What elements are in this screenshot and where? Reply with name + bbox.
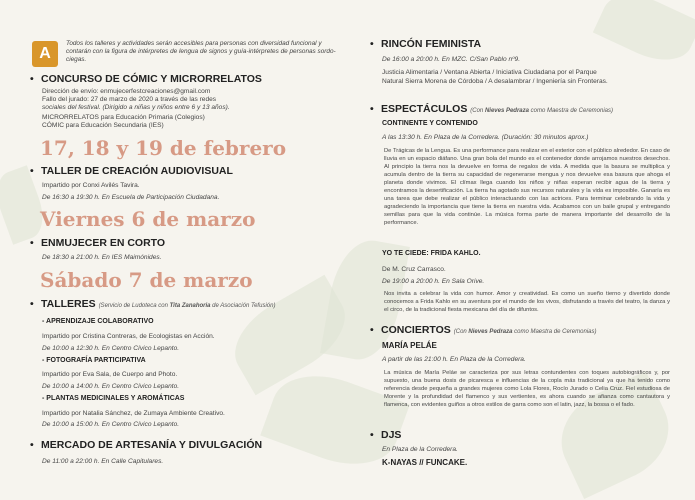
rincon-line: De 16:00 a 20:00 h. En MZC. C/San Pablo nº9.: [382, 56, 521, 63]
date-heading: Sábado 7 de marzo: [40, 268, 253, 292]
frida-description: Nos invita a celebrar la vida con humor. Amor y creatividad. Es como un sueño tierno y divertido donde conocemos a Frida Kahlo en su aventura por el mundo de los vivos, disfrutando a través del teatro, la danza y el circo, de la tradicional fiesta mexicana del día de difuntos.: [384, 291, 670, 313]
show-description: De Trágicas de la Lengua. Es una performance para realizar en el exterior con el público alrededor. En caso de lluvia en un espacio diáfano. Una gran bola del mundo es el contenedor donde arrojamos nuestros desechos. Al principio la tierra nos la devuelve en forma de regalos de vida. A medida que la basura se multiplica y acumula dentro de la tierra su capacidad de regenerarse mengua y nos devuelve esa basura que ahoga el planeta donde vivimos. El clímax llega cuando los niños y niñas esperan recibir agua de la tierra y encontramos la desertificación. La tierra ha agotado sus recursos naturales y la vida es imposible. Ganaría es una tarea que debe realizar el público interactuando con las actrices. Para terminar celebrando la vida y agradeciendo la importancia que tiene la tierra en nuestra vida. Acabamos con un baile grupal y entregando semillas para que la vida continúe. La música forma parte de manera importante del desarrollo de la performance.: [384, 148, 670, 226]
workshop-line: De 10:00 a 12:30 h. En Centro Cívico Lepanto.: [42, 345, 180, 352]
frida-by: De M. Cruz Carrasco.: [382, 266, 446, 273]
workshop-line: Impartido por Natalia Sánchez, de Zumaya Ambiente Creativo.: [42, 410, 225, 417]
accessibility-icon: A: [32, 41, 58, 67]
workshop-line: De 10:00 a 15:00 h. En Centro Cívico Lepanto.: [42, 421, 180, 428]
accessibility-text: Todos los talleres y actividades serán accesibles para personas con diversidad funcional y contarán con la figura de intérpretes de lengua de signos y guía-intérpretes de personas sordo-ciegas.: [66, 40, 336, 63]
date-heading: Viernes 6 de marzo: [40, 207, 256, 231]
workshop-line: Impartido por Eva Sala, de Cuerpo and Photo.: [42, 371, 178, 378]
enmujecer-title: ENMUJECER EN CORTO: [41, 237, 166, 249]
section-enmujecer: • ENMUJECER EN CORTO: [30, 237, 166, 249]
rincon-line: Natural Sierra Morena de Córdoba / A desalambrar / Ingeniería sin Fronteras.: [382, 78, 608, 85]
rincon-line: Justicia Alimentaria / Ventana Abierta / Iniciativa Ciudadana por el Parque: [382, 69, 597, 76]
section-comic: • CONCURSO DE CÓMIC Y MICRORRELATOS: [30, 73, 262, 85]
comic-title: CONCURSO DE CÓMIC Y MICRORRELATOS: [41, 73, 262, 85]
djs-line: En Plaza de la Corredera.: [382, 446, 458, 453]
enmujecer-line: De 18:30 a 21:00 h. En IES Maimónides.: [42, 254, 162, 261]
section-mercado: • MERCADO DE ARTESANÍA Y DIVULGACIÓN: [30, 439, 263, 451]
accessibility-note: [30, 40, 348, 70]
mercado-title: MERCADO DE ARTESANÍA Y DIVULGACIÓN: [41, 439, 263, 451]
taller-line: De 16:30 a 19:30 h. En Escuela de Participación Ciudadana.: [42, 194, 220, 201]
comic-line: CÓMIC para Educación Secundaria (IES): [42, 122, 164, 129]
workshop-title: - PLANTAS MEDICINALES Y AROMÁTICAS: [42, 395, 185, 402]
leaf-decoration: [0, 165, 51, 244]
show-time: A las 13:30 h. En Plaza de la Corredera. (Duración: 30 minutos aprox.): [382, 134, 589, 141]
section-talleres: • TALLERES (Servicio de Ludoteca con Tita Zanahoria de Asociación Tefusión): [30, 298, 276, 310]
workshop-line: Impartido por Cristina Contreras, de Ecologistas en Acción.: [42, 333, 215, 340]
rincon-title: RINCÓN FEMINISTA: [381, 38, 482, 50]
taller-title: TALLER DE CREACIÓN AUDIOVISUAL: [41, 165, 233, 177]
frida-time: De 19:00 a 20:00 h. En Sala Orive.: [382, 278, 485, 285]
leaf-decoration: [593, 0, 695, 72]
section-djs: • DJS: [370, 429, 402, 441]
artist-name: MARÍA PELÁE: [382, 341, 437, 350]
comic-line: sociales del festival. (Dirigido a niñas y niños entre 6 y 13 años).: [42, 104, 230, 111]
concert-description: La música de María Peláe se caracteriza por sus letras contundentes con toques autobiográficos y, por supuesto, una buena dosis de picaresca e influencias de la copla más tradicional ya que ha tenido como referencia desde pequeña a grandes mujeres como Lola Flores, Rocío Jurado o Celia Cruz. Fiel estudiosa de Morente y la profundidad del flamenco y sus vertientes, es ahora cuando se afianza como cantautora y flamenca, con evidentes guiños a otros estilos de garra como son el latin, jazz, la bossa o el fado.: [384, 370, 670, 408]
taller-line: Impartido por Conxi Avilés Tavira.: [42, 182, 140, 189]
date-heading: 17, 18 y 19 de febrero: [40, 136, 287, 160]
mercado-line: De 11:00 a 22:00 h. En Calle Capitulares.: [42, 458, 164, 465]
comic-line: Fallo del jurado: 27 de marzo de 2020 a través de las redes: [42, 96, 217, 103]
section-taller: • TALLER DE CREACIÓN AUDIOVISUAL: [30, 165, 233, 177]
section-conciertos: • CONCIERTOS (Con Nieves Pedraza como Maestra de Ceremonias): [370, 324, 597, 336]
espectaculos-title: ESPECTÁCULOS: [381, 103, 468, 115]
comic-line: Dirección de envío: enmujecerfestcreaciones@gmail.com: [42, 88, 211, 95]
conciertos-title: CONCIERTOS: [381, 324, 451, 336]
espectaculos-note: (Con Nieves Pedraza como Maestra de Ceremonias): [470, 108, 614, 114]
comic-line: MICRORRELATOS para Educación Primaria (Colegios): [42, 114, 205, 121]
frida-title: YO TE CIEDE: FRIDA KAHLO.: [382, 250, 481, 257]
talleres-title: TALLERES: [41, 298, 96, 310]
talleres-note: (Servicio de Ludoteca con Tita Zanahoria de Asociación Tefusión): [98, 303, 276, 309]
djs-names: K-NAYAS // FUNCAKE.: [382, 458, 468, 467]
workshop-title: - FOTOGRAFÍA PARTICIPATIVA: [42, 357, 146, 364]
workshop-line: De 10:00 a 14:00 h. En Centro Cívico Lepanto.: [42, 383, 180, 390]
djs-title: DJS: [381, 429, 402, 441]
conciertos-note: (Con Nieves Pedraza como Maestra de Ceremonias): [453, 329, 597, 335]
section-rincon: • RINCÓN FEMINISTA: [370, 38, 482, 50]
concert-time: A partir de las 21:00 h. En Plaza de la Corredera.: [382, 356, 526, 363]
workshop-title: - APRENDIZAJE COLABORATIVO: [42, 318, 154, 325]
section-espectaculos: • ESPECTÁCULOS (Con Nieves Pedraza como Maestra de Ceremonias): [370, 103, 614, 115]
show-title: CONTINENTE Y CONTENIDO: [382, 120, 478, 127]
